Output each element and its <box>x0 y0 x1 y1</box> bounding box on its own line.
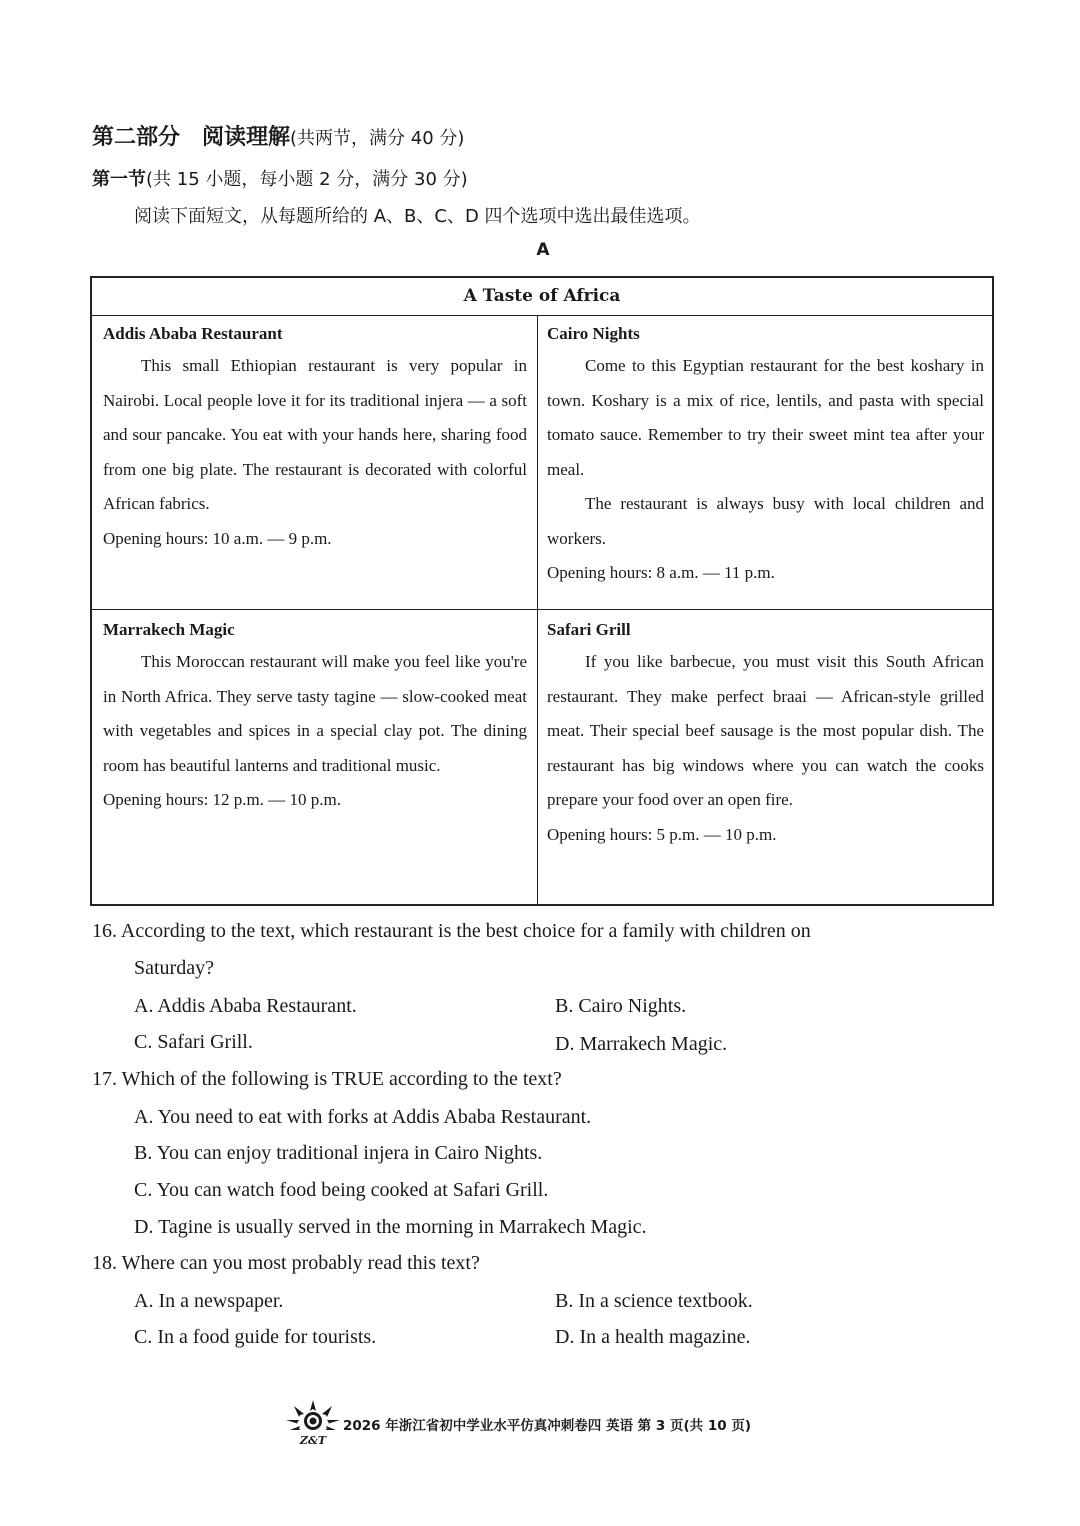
question-16-stem <box>92 913 811 950</box>
passage-label: A <box>536 240 550 260</box>
question-18-stem <box>92 1245 480 1282</box>
q18-option-d[interactable]: D. In a health magazine. <box>555 1326 751 1348</box>
q17-option-a[interactable]: A. You need to eat with forks at Addis Ababa Restaurant. <box>134 1106 592 1128</box>
question-text: Where can you most probably read this text? <box>121 1252 480 1274</box>
opening-hours: Opening hours: 12 p.m. — 10 p.m. <box>103 790 341 809</box>
q18-option-b[interactable]: B. In a science textbook. <box>555 1290 753 1312</box>
restaurant-name: Marrakech Magic <box>103 620 235 639</box>
part-title <box>92 120 464 151</box>
restaurant-cell-safari-grill <box>538 611 994 906</box>
question-number: 18. <box>92 1252 117 1274</box>
restaurant-description: This Moroccan restaurant will make you feel like you're in North Africa. They serve tasty tagine — slow-cooked meat with vegetables and spices in a special clay pot. The dining room has beautiful lanterns and traditional music. <box>103 652 527 775</box>
q18-option-c[interactable]: C. In a food guide for tourists. <box>134 1326 377 1348</box>
restaurant-description: Come to this Egyptian restaurant for the best koshary in town. Koshary is a mix of rice, lentils, and pasta with special tomato sauce. Remember to try their sweet mint tea after your meal. <box>547 356 984 479</box>
table-title: A Taste of Africa <box>92 278 992 316</box>
restaurant-cell-cairo-nights <box>538 315 994 609</box>
restaurant-name: Safari Grill <box>547 620 631 639</box>
question-text: Which of the following is TRUE according to the text? <box>121 1068 562 1090</box>
q17-option-c[interactable]: C. You can watch food being cooked at Safari Grill. <box>134 1179 549 1201</box>
question-16-stem-cont: Saturday? <box>134 957 214 979</box>
opening-hours: Opening hours: 5 p.m. — 10 p.m. <box>547 824 777 844</box>
q18-option-a[interactable]: A. In a newspaper. <box>134 1290 284 1312</box>
section-title-text: 第一节 <box>92 169 146 190</box>
restaurant-description: This small Ethiopian restaurant is very popular in Nairobi. Local people love it for its traditional injera — a soft and sour pancake. You eat with your hands here, sharing food from one big plate. The restaurant is decorated with colorful African fabrics. <box>103 356 527 513</box>
section-subtitle: (共 15 小题，每小题 2 分，满分 30 分) <box>146 169 468 190</box>
restaurant-description-2: The restaurant is always busy with local children and workers. <box>547 494 984 548</box>
opening-hours: Opening hours: 8 a.m. — 11 p.m. <box>547 563 775 582</box>
publisher-logo <box>284 1396 342 1446</box>
question-17-stem <box>92 1061 562 1098</box>
question-number: 17. <box>92 1068 117 1090</box>
q16-option-c[interactable]: C. Safari Grill. <box>134 1031 253 1053</box>
logo-text: Z&T <box>299 1434 327 1446</box>
instructions: 阅读下面短文，从每题所给的 A、B、C、D 四个选项中选出最佳选项。 <box>134 206 701 227</box>
q16-option-a[interactable]: A. Addis Ababa Restaurant. <box>134 995 357 1017</box>
q17-option-b[interactable]: B. You can enjoy traditional injera in Cairo Nights. <box>134 1142 543 1164</box>
restaurant-cell-addis-ababa <box>92 315 537 609</box>
restaurant-name: Addis Ababa Restaurant <box>103 324 283 343</box>
q16-option-d[interactable]: D. Marrakech Magic. <box>555 1033 728 1055</box>
part-subtitle: (共两节，满分 40 分) <box>290 128 465 149</box>
section-title <box>92 165 468 191</box>
restaurant-table <box>90 276 994 906</box>
restaurant-cell-marrakech-magic <box>92 611 537 906</box>
page-footer: 2026 年浙江省初中学业水平仿真冲刺卷四 英语 第 3 页(共 10 页) <box>343 1418 751 1434</box>
restaurant-description: If you like barbecue, you must visit this South African restaurant. They make perfect braai — African-style grilled meat. Their special beef sausage is the most popular dish. The restaurant has big windows where you can watch the cooks prepare your food over an open fire. <box>547 652 984 809</box>
opening-hours: Opening hours: 10 a.m. — 9 p.m. <box>103 528 332 548</box>
q17-option-d[interactable]: D. Tagine is usually served in the morning in Marrakech Magic. <box>134 1216 647 1238</box>
restaurant-name: Cairo Nights <box>547 324 640 343</box>
question-number: 16. <box>92 920 117 942</box>
part-title-text: 第二部分 阅读理解 <box>92 125 291 150</box>
table-divider-horizontal <box>92 609 992 610</box>
q16-option-b[interactable]: B. Cairo Nights. <box>555 995 687 1017</box>
question-text: According to the text, which restaurant is the best choice for a family with children on <box>120 920 811 942</box>
